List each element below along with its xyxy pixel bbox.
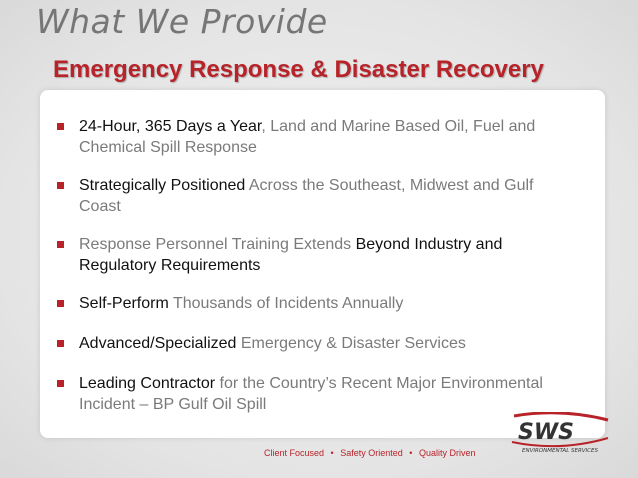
footer-item: Quality Driven bbox=[418, 448, 476, 458]
footer-item: Client Focused bbox=[264, 448, 325, 458]
bullet-square-icon bbox=[57, 300, 64, 307]
bullet-highlight: 24-Hour, 365 Days a Year bbox=[79, 118, 262, 135]
bullet-square-icon bbox=[57, 380, 64, 387]
footer-separator: • bbox=[409, 448, 413, 458]
list-item bbox=[57, 373, 557, 415]
footer-tagline bbox=[264, 448, 475, 458]
bullet-square-icon bbox=[57, 340, 64, 347]
bullet-highlight: Strategically Positioned bbox=[79, 177, 246, 194]
list-item bbox=[57, 116, 557, 158]
list-item bbox=[57, 293, 557, 314]
list-item bbox=[57, 333, 557, 354]
sws-logo bbox=[510, 412, 610, 456]
bullet-text: Across the Southeast, Midwest and Gulf Coast bbox=[79, 177, 534, 215]
bullet-highlight: Advanced/Specialized bbox=[79, 335, 237, 352]
bullet-text: Thousands of Incidents Annually bbox=[168, 295, 404, 312]
list-item bbox=[57, 175, 557, 217]
bullet-highlight: Self-Perform bbox=[79, 295, 169, 312]
footer-separator: • bbox=[330, 448, 334, 458]
slide-subtitle: Emergency Response & Disaster Recovery bbox=[53, 56, 544, 83]
list-item bbox=[57, 234, 557, 276]
bullet-square-icon bbox=[57, 182, 64, 189]
bullet-highlight: Leading Contractor bbox=[79, 375, 216, 392]
footer-item: Safety Oriented bbox=[340, 448, 403, 458]
bullet-text: , Land and Marine Based Oil, Fuel and Chemical Spill Response bbox=[79, 118, 536, 156]
bullet-square-icon bbox=[57, 123, 64, 130]
bullet-highlight: Beyond Industry and Regulatory Requirements bbox=[79, 236, 503, 274]
logo-tagline: ENVIRONMENTAL SERVICES bbox=[522, 448, 598, 454]
bullet-square-icon bbox=[57, 241, 64, 248]
logo-wordmark: SWS bbox=[518, 420, 574, 445]
bullet-text: Response Personnel Training Extends bbox=[79, 236, 356, 253]
bullet-text: for the Country’s Recent Major Environmental Incident – BP Gulf Oil Spill bbox=[79, 375, 543, 413]
slide-title: What We Provide bbox=[36, 2, 328, 41]
bullet-text: Emergency & Disaster Services bbox=[236, 335, 466, 352]
